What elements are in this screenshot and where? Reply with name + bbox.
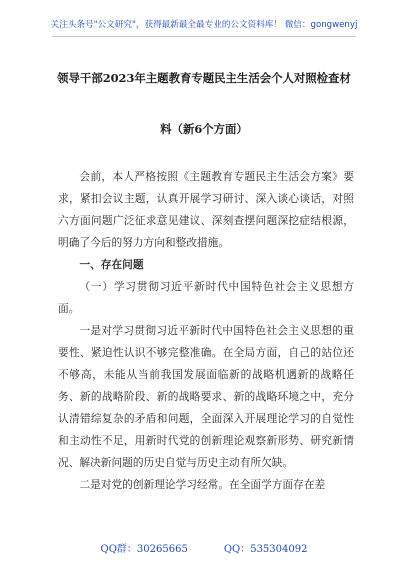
body-paragraph-intro: 会前，本人严格按照《主题教育专题民主生活会方案》要求，紧扣会议主题，认真开展学习研讨、深入谈心谈话，对照六方面问题广泛征求意见建议、深刻查摆问题深挖症结根源，明确了今后的努力方向和整改措施。 (58, 170, 354, 249)
footer-qq-group: QQ群：30265665 (100, 544, 188, 555)
section-heading-problems: 一、存在问题 (79, 258, 144, 271)
header-promo-text: 关注头条号"公文研究"，获得最新最全最专业的公文资料库！ 微信：gongwenyj (50, 20, 358, 30)
body-paragraph-point-2: 二是对党的创新理论学习经常。在全面学方面存在差 (79, 478, 326, 491)
body-paragraph-point-1: 一是对学习贯彻习近平新时代中国特色社会主义思想的重要性、紧迫性认识不够完整准确。在全局方面，自己的站位还不够高，未能从当前我国发展面临新的战略机遇新的战略任务、新的战略阶段、新的战略要求、新的战略环境之中，充分认清错综复杂的矛盾和问题，全面深入开展理论学习的自觉性和主动性不足，用新时代党的创新理论观察新形势、研究新情况、解决新问题的历史自觉与历史主动有所欠缺。 (58, 324, 354, 469)
document-body (58, 166, 354, 496)
subsection-heading-1: （一）学习贯彻习近平新时代中国特色社会主义思想方面。 (58, 280, 354, 315)
footer-contact (0, 540, 408, 555)
document-title-line-1: 领导干部2023年主题教育专题民主生活会个人对照检查材 (57, 71, 351, 85)
footer-qq-number: QQ：535304092 (223, 544, 308, 555)
document-title-line-2: 料（新6个方面） (160, 122, 248, 136)
header-divider (52, 36, 356, 37)
